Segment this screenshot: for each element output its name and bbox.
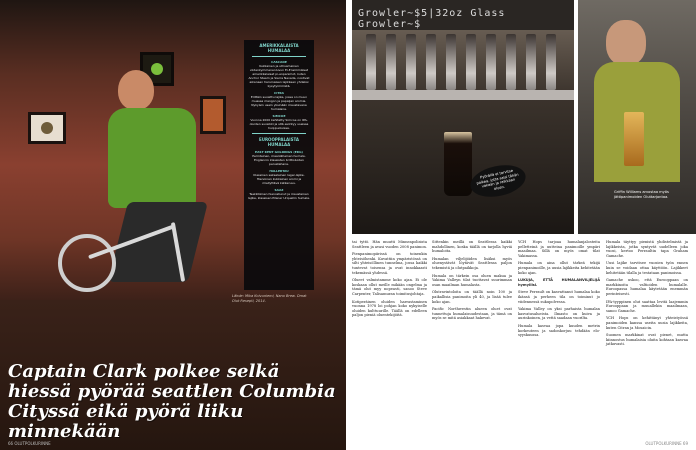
beer-tap bbox=[546, 34, 556, 90]
paragraph: Olueet valmistamme koko ajan. Ei ole koskaan ollut meille mikään ongelma ja tämä olut myy nopeasti, sanoo Steve Carpenter, Talisamuran toimitusjohtaja. bbox=[352, 278, 427, 296]
brewer-portrait-photo bbox=[578, 0, 696, 234]
menu-text: Growler~$5|32oz Glass Growler~$ bbox=[358, 8, 506, 30]
beer-tap bbox=[506, 34, 516, 90]
paragraph: Sittenkin meillä on Seattlessa kaikki mahdollinen, koska täällä on tarjolla hyviä humaloita. bbox=[432, 240, 512, 254]
photo-speech-bubble: Pyörällä ei tarvitse polkea, jotta saisi tähän vakaan ja raikkaan oluen. bbox=[467, 161, 528, 202]
paragraph: Gamache uskoo, että Eurooppaan on markkinoita valtioiden humalalle. Euroopassa humalaa käytetään enemmän perinteisesti. bbox=[606, 278, 688, 296]
paragraph: Olutravintoloita on täällä noin 100 ja paikallisia panimoita yli 40, ja lisää tulee koko ajan. bbox=[432, 290, 512, 304]
sidebar-entry bbox=[248, 114, 310, 130]
paragraph: IPA-tyyppinen olut saattaa levitä laajemmin Eurooppaan ja muuallekin maailmaan, sanoo Gamache. bbox=[606, 299, 688, 313]
paragraph: Suomen markkinat ovat pienet, mutta kiinnostus humalaisia oluita kohtaan kasvaa jatkuvasti. bbox=[606, 333, 688, 347]
sidebar-entry-text: Klassinen saksalainen lager-lajike. Hienoinen kukkainen aromi ja miellyttävä katkeruus. bbox=[253, 173, 305, 185]
chalkboard-menu bbox=[352, 0, 574, 30]
paragraph: Humala kasvaa jopa kuuden metrin korkeuteen ja sadonkorjuu tehdään elo-syyskuussa. bbox=[518, 323, 600, 338]
beer-tap bbox=[486, 34, 496, 90]
article-column-4 bbox=[606, 240, 688, 350]
paragraph: Humala on aina ollut tärkeä tekijä pienpanimoille, ja uusia lajikkeita kehitetään koko ajan. bbox=[518, 261, 600, 275]
paragraph: Pienpanimopiirissä on toinenkin yhteisöhenki. Kuvattiin ympäristössä on silti yhteisöllinen tunnelma, jossa kaikki tuntevat toisensa ja ovat innokkaasti tekemässä yhdessä. bbox=[352, 252, 427, 275]
paragraph: Kotiperäinen oluiden harrastaminen vuonna 1978 loi pohjan koko nykyiselle oluiden kulttuurille. Täällä on edelleen paljon pieniä oluentekijöitä. bbox=[352, 299, 427, 318]
paragraph: Humalan viljelijöiden lisäksi myös oluenystävät löytävät Seattlessa paljon tekemistä ja olutpaikkoja. bbox=[432, 256, 512, 270]
paragraph: tai tyttö. Hän muutti Minneapolisista Seattleen ja avasi vuoden 2008 panimon. bbox=[352, 240, 427, 249]
green-shirt bbox=[108, 108, 196, 208]
beer-taps-photo bbox=[352, 0, 574, 234]
sidebar-entry bbox=[248, 60, 310, 88]
sidebar-title-european: EUROOPPALAISTA HUMALAA bbox=[259, 137, 299, 147]
beer-tap bbox=[466, 34, 476, 90]
sidebar-entry-title: HALLERTAU bbox=[269, 169, 289, 173]
left-page-folio: 66 OLUTPOLKURINNE bbox=[8, 441, 51, 446]
sidebar-entry bbox=[248, 150, 310, 166]
bike-wheel bbox=[58, 234, 116, 292]
paragraph: Pacific Northwestin alueen oluet ovat tunnettuja humalaisuudestaan, ja tämä on myös se mitä asiakkaat hakevat. bbox=[432, 307, 512, 321]
hops-sidebar bbox=[244, 40, 314, 290]
stationary-bike bbox=[48, 210, 198, 300]
article-headline: Captain Clark polkee selkä hiessä pyörää seattlen Columbia Cityssä eikä pyörä liiku minnekään bbox=[8, 361, 336, 442]
beer-tap bbox=[446, 34, 456, 90]
right-page-folio: OLUTPOLKURINNE 69 bbox=[645, 441, 688, 446]
sidebar-entry-text: Tsekkiläinen hienostunut ja mausteinen lajike, klassisen Pilsner Urquellin humala. bbox=[248, 192, 310, 200]
beer-glass bbox=[444, 132, 472, 196]
beer-tap bbox=[386, 34, 396, 90]
sidebar-entry-text: Vuonna 2000 kehitetty Simcoe on IPA-oluiden suosikki ja sitä esiintyy useissa huippuoluissa. bbox=[249, 118, 309, 130]
sidebar-source-caption: Lähde: Mika Koivuniemi, Nano Brew. Omat Olut Resepti, 2014. bbox=[232, 294, 307, 303]
left-page-photo bbox=[0, 0, 346, 450]
sidebar-entry bbox=[248, 91, 310, 111]
paragraph: YCH Hops tarjoaa humalanjalosteita pelletteinä ja uutteina panimoille ympäri maailmaa. Sillä on myös omat tilat Yakimassa. bbox=[518, 240, 600, 258]
beer-tap bbox=[426, 34, 436, 90]
article-column-1 bbox=[352, 240, 427, 321]
beer-tap bbox=[526, 34, 536, 90]
article-column-3 bbox=[518, 240, 600, 341]
paragraph: Uusi lajike tarvitsee vuosien työn ennen kuin se voidaan ottaa käyttöön. Lajikkeet kehitetään tilalla ja testataan panimoissa. bbox=[606, 261, 688, 275]
sidebar-entry-title: EAST KENT GOLDINGS (EKG) bbox=[255, 150, 303, 154]
brewer-face bbox=[606, 20, 646, 66]
paragraph: Humala täyttyy pienistä yhdistelmistä ja lajikkeista, jotka syntyvät uudelleen joka vuosi, kertoo Perraultin tapa Graham Gamache. bbox=[606, 240, 688, 258]
sidebar-entry-title: CASCADE bbox=[271, 60, 287, 64]
paragraph: Humala on tärkein osa oluen makua ja Yakima Valleyn tilat tuottavat suurimman osan maailman humalasta. bbox=[432, 273, 512, 287]
cyclist-head bbox=[118, 70, 154, 110]
paragraph: YCH Hops on kehittänyt yhteistyössä panimoiden kanssa useita uusia lajikkeita, kuten Citran ja Mosaicin. bbox=[606, 316, 688, 330]
beer-tap bbox=[406, 34, 416, 90]
cyclist-figure bbox=[98, 64, 218, 234]
sidebar-entry-text: Perinteinen, maanläheinen humala. Englannin klassisten brittioluiden perustahana. bbox=[252, 154, 306, 166]
paragraph: Steve Perrault on kasvattanut humalaa koko ikänsä ja perheen tila on toiminut jo viidennessä sukupolvessa. bbox=[518, 290, 600, 304]
tap-rail bbox=[352, 90, 574, 100]
section-subhead: LUKUJA, ETTÄ HUMALANVILJELIJÄ hymyilisi. bbox=[518, 278, 600, 287]
framed-picture-left bbox=[28, 112, 66, 144]
sidebar-entry bbox=[248, 169, 310, 185]
sidebar-divider bbox=[252, 133, 306, 134]
sidebar-entry-title: SAAZ bbox=[274, 188, 284, 192]
sidebar-entry-title: CITRA bbox=[274, 91, 284, 95]
article-column-2 bbox=[432, 240, 512, 324]
portrait-caption: Griffin Williams arvostaa myös jättipanimoiden Oluttarjontaa. bbox=[614, 190, 669, 199]
sidebar-entry-text: Erittäin suosittu lajike, jossa on muun muassa mangon ja papaijan aromia. Nykyisin usein yksinään maustavana humalana. bbox=[250, 95, 308, 111]
paragraph: Yakima Valley on yksi parhaista humalan kasvatusalueista. Ilmasto on kuiva ja aurinkoinen, ja vettä saadaan vuorilta. bbox=[518, 307, 600, 321]
bike-post bbox=[171, 222, 185, 282]
sidebar-title-american: AMERIKKALAISTA HUMALAA bbox=[259, 43, 299, 53]
sidebar-entry-title: SIMCOE bbox=[272, 114, 286, 118]
sidebar-entry-text: Kukkainen ja sitrusmainen viidenkymmenenluvun Ei-Ensimmäiset amerikkalaiset pi-enpanimot, kuten Anchor Steam ja Sierra Nevada, nostivat aikanaan haruinaisen lajikkeen yhdeksi kysytyimmistä. bbox=[248, 64, 310, 88]
beer-tap bbox=[366, 34, 376, 90]
brewer-beer-glass bbox=[624, 112, 644, 166]
sidebar-entry bbox=[248, 188, 310, 200]
sidebar-divider bbox=[252, 56, 306, 57]
